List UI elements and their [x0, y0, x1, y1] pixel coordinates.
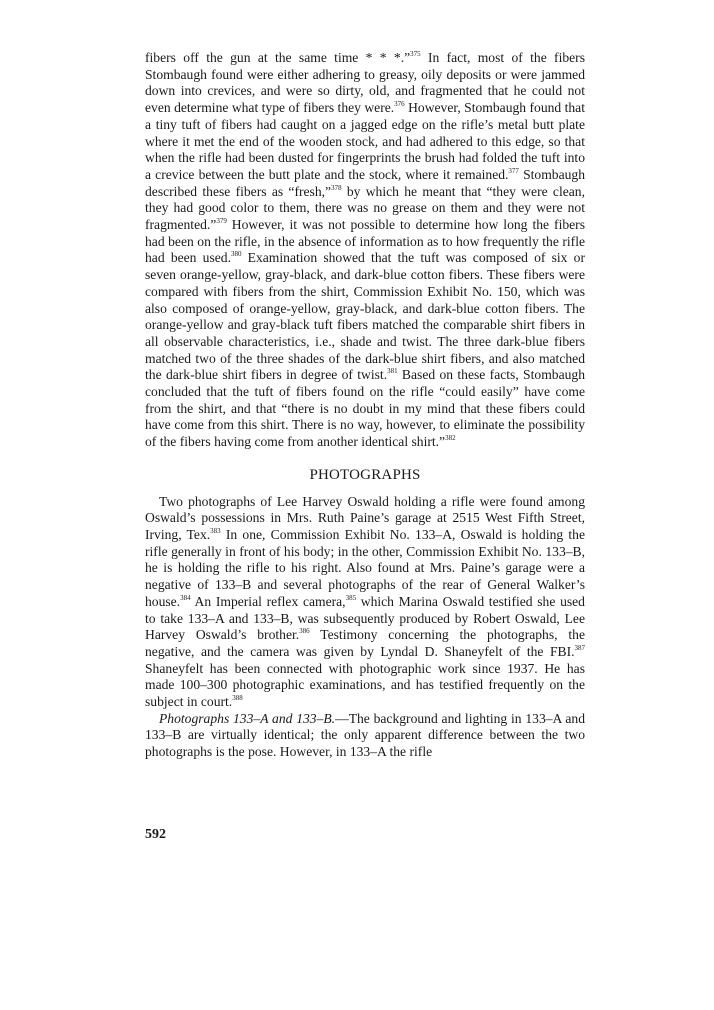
footnote-ref: 386 [299, 627, 310, 636]
footnote-ref: 385 [345, 593, 357, 602]
footnote-ref: 380 [230, 250, 242, 259]
footnote-ref: 388 [232, 694, 243, 703]
footnote-ref: 383 [210, 526, 221, 535]
paragraph-fibers: fibers off the gun at the same time * * *.”$^{375}$ In fact, most of the fibers Stombaugh found were either adhering to greasy, oily deposits or were jammed down into crevices, and were so dirty, old, and fragmented that he could not even determine what type of fibers they were.$^{376}$ However, Stombaugh found that a tiny tuft of fibers had caught on a jagged edge on the rifle’s metal butt plate where it met the end of the wooden stock, and had adhered to this edge, so that when the rifle had been dusted for fingerprints the brush had folded the tuft into a crevice between the butt plate and the stock, where it remained.$^{377}$ Stombaugh described these fibers as “fresh,”$^{378}$ by which he meant that “they were clean, they had good color to them, there was no grease on them and they were not fragmented.”$^{379}$ However, it was not possible to determine how long the fibers had been on the rifle, in the absence of information as to how frequently the rifle had been used.$^{380}$ Examination showed that the tuft was composed of six or seven orange-yellow, gray-black, and dark-blue cotton fibers. These fibers were compared with fibers from the shirt, Commission Exhibit No. 150, which was also composed of orange-yellow, gray-black, and dark-blue cotton fibers. The orange-yellow and gray-black tuft fibers matched the comparable shirt fibers in all observable characteristics, i.e., shade and twist. The three dark-blue fibers matched two of the three shades of the dark-blue shirt fibers, and also matched the dark-blue shirt fibers in degree of twist.$^{381}$ Based on these facts, Stombaugh concluded that the tuft of fibers found on the rifle “could easily” have come from the shirt, and that “there is no doubt in my mind that these fibers could have come from this shirt. There is no way, however, to eliminate the possibility of the fibers having come from another identical shirt.”$^{382}$ [145, 50, 585, 450]
footnote-ref: 376 [394, 100, 405, 109]
footnote-ref: 382 [445, 434, 456, 443]
footnote-ref: 378 [331, 183, 342, 192]
paragraph-photographs-133: Photographs 133–A and 133–B.—The background and lighting in 133–A and 133–B are virtually identical; the only apparent difference between the two photographs is the pose. However, in 133–A the rifle [145, 710, 586, 760]
footnote-ref: 381 [387, 367, 398, 376]
footnote-ref: 379 [216, 217, 227, 226]
footnote-ref: 375 [410, 50, 421, 58]
document-body [145, 50, 585, 761]
footnote-ref: 377 [508, 166, 519, 175]
page-number: 592 [145, 827, 166, 842]
italic-run-in-heading: Photographs 133–A and 133–B. [159, 710, 336, 726]
paragraph-photographs: Two photographs of Lee Harvey Oswald holding a rifle were found among Oswald’s possessions in Mrs. Ruth Paine’s garage at 2515 West Fifth Street, Irving, Tex.$^{383}$ In one, Commission Exhibit No. 133–A, Oswald is holding the rifle generally in front of his body; in the other, Commission Exhibit No. 133–B, he is holding the rifle to his right. Also found at Mrs. Paine’s garage were a negative of 133–B and several photographs of the rear of General Walker’s house.$^{384}$ An Imperial reflex camera,$^{385}$ which Marina Oswald testified she used to take 133–A and 133–B, was subsequently produced by Robert Oswald, Lee Harvey Oswald’s brother.$^{386}$ Testimony concerning the photographs, the negative, and the camera was given by Lyndal D. Shaneyfelt of the FBI.$^{387}$ Shaneyfelt has been connected with photographic work since 1937. He has made 100–300 photographic examinations, and has testified frequently on the subject in court.$^{388}$ [145, 493, 585, 710]
footnote-ref: 384 [180, 593, 191, 602]
footnote-ref: 387 [574, 643, 585, 652]
section-heading: PHOTOGRAPHS [309, 466, 421, 483]
